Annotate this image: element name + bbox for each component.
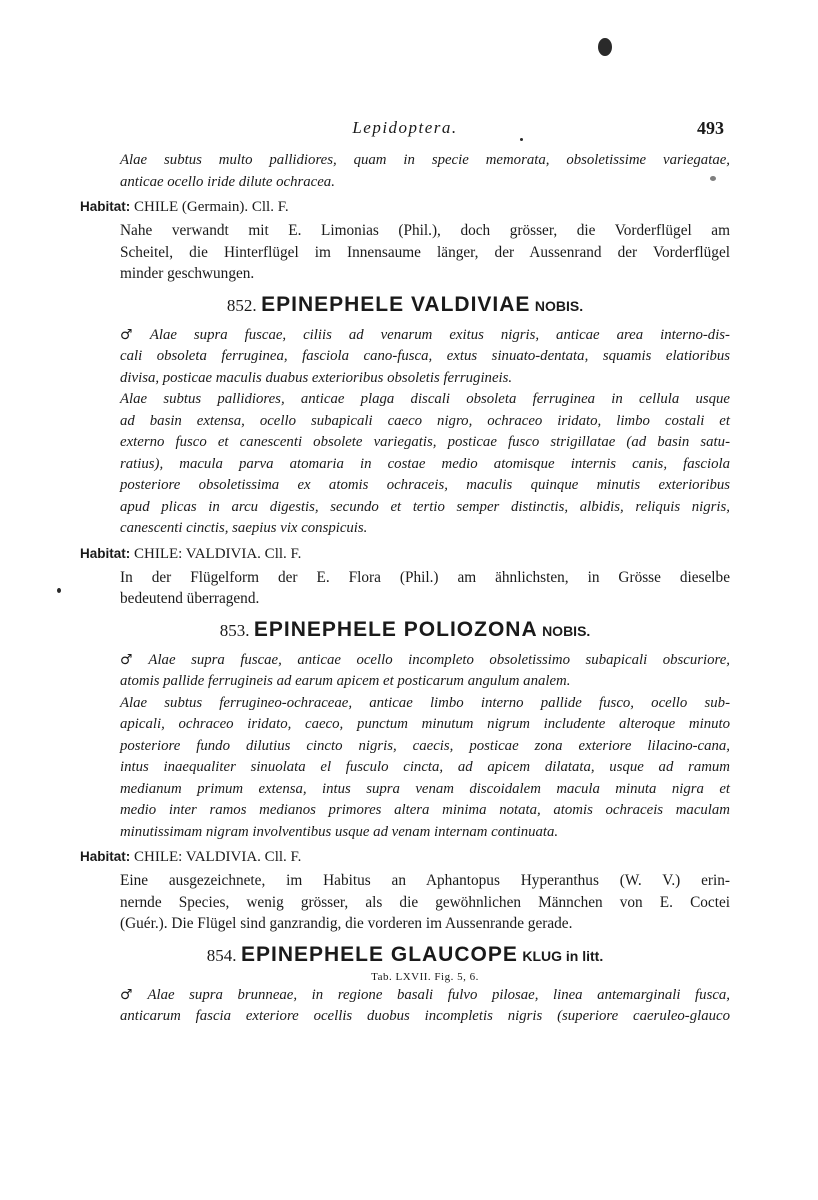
latin-description [80, 650, 730, 693]
german-note [80, 567, 730, 610]
text-line: atomis pallide ferrugineis ad earum apicem et posticarum angulum analem. [120, 673, 571, 689]
text-line: apud plicas in arcu digestis, secundo et tertio semper distinctis, albidis, reliquis nigris, [120, 498, 730, 515]
species-heading [80, 616, 730, 646]
text-line: ad basin extensa, ocello subapicali caeco nigro, ochraceo iridato, limbo costali et [120, 412, 730, 429]
page-number: 493 [697, 118, 724, 138]
ink-blot [598, 38, 612, 56]
species-number: 852. [226, 295, 257, 315]
species-number: 854. [206, 945, 237, 965]
species-author: KLUG in litt. [522, 947, 604, 964]
text-line: cali obsoleta ferruginea, fasciola cano-fusca, extus sinuato-dentata, squamis elatioribus [120, 348, 730, 364]
text-line: bedeutend überragend. [120, 590, 260, 607]
habitat-text: CHILE: VALDIVIA. Cll. F. [134, 849, 302, 865]
text-line: posteriore obsoletissima ex atomis ochraceis, maculis quinque minutis exterioribus [120, 477, 730, 493]
text-line: anticae ocello iride dilute ochracea. [120, 173, 335, 190]
plate-reference: Tab. LXVII. Fig. 5, 6. [371, 970, 479, 983]
species-heading [80, 291, 730, 321]
text-line: Alae subtus ferrugineo-ochraceae, anticae limbo interno pallide fusco, ocello sub- [120, 694, 730, 711]
text-line: Alae subtus pallidiores, anticae plaga discali obsoleta ferruginea in cellula usque [120, 391, 730, 407]
male-symbol-icon: ♂ [120, 326, 146, 343]
latin-description [80, 325, 730, 390]
text-line: Alae subtus multo pallidiores, quam in specie memorata, obsoletissime variegatae, [120, 152, 730, 168]
text-line: medio inter ramos medianos primores altera minima notata, atomis ochraceis maculam [120, 802, 730, 818]
latin-description [80, 150, 730, 193]
german-note [80, 870, 730, 935]
latin-description [80, 389, 730, 540]
text-line: medianum primum extensa, intus supra venam discoidalem macula minuta nigra et [120, 780, 730, 797]
text-line: minder geschwungen. [120, 265, 255, 282]
species-number: 853. [219, 620, 250, 640]
habitat-line [80, 846, 730, 868]
species-name: EPINEPHELE GLAUCOPE [240, 942, 518, 966]
species-name: EPINEPHELE VALDIVIAE [261, 292, 531, 316]
text-line: minutissimam nigram involventibus usque ad venam internam continuata. [120, 823, 559, 840]
habitat-text: CHILE (Germain). Cll. F. [134, 199, 289, 215]
species-author: NOBIS. [542, 622, 591, 639]
habitat-line [80, 196, 730, 218]
text-line: ♂ Alae supra fuscae, ciliis ad venarum exitus nigris, anticae area interno-dis- [120, 326, 730, 343]
running-title: Lepidoptera. [352, 118, 458, 137]
text-line: externo fusco et canescenti obsolete variegatis, posticae fusco strigillatae (ad basin satu- [120, 434, 730, 450]
text-line: apicali, ochraceo iridato, caeco, punctum minutum nigrum includente alteroque minuto [120, 716, 730, 732]
male-symbol-icon: ♂ [120, 986, 144, 1003]
latin-description [80, 693, 730, 844]
habitat-label: Habitat: [80, 199, 131, 214]
text-line: Scheitel, die Hinterflügel im Innensaume länger, der Aussenrand der Vorderflügel [120, 243, 730, 261]
species-name: EPINEPHELE POLIOZONA [253, 617, 538, 641]
text-line: nernde Species, wenig grösser, als die gewöhnlichen Männchen von E. Coctei [120, 893, 730, 911]
species-author: NOBIS. [534, 297, 584, 314]
latin-description [80, 985, 730, 1028]
text-line: ♂ Alae supra brunneae, in regione basali fulvo pilosae, linea antemarginali fusca, [120, 986, 730, 1003]
body-text [80, 150, 730, 1028]
text-line: (Guér.). Die Flügel sind ganzrandig, die vorderen im Aussenrande gerade. [120, 915, 573, 932]
running-head [80, 118, 730, 140]
text-line: ratius), macula parva atomaria in costae medio atomisque internis canis, fasciola [120, 455, 730, 472]
male-symbol-icon: ♂ [120, 651, 145, 668]
habitat-line [80, 543, 730, 565]
habitat-label: Habitat: [80, 545, 131, 561]
ink-speck [57, 588, 61, 593]
text-line: ♂ Alae supra fuscae, anticae ocello incompleto obsoletissimo subapicali obscuriore, [120, 651, 731, 668]
text-line: posteriore fundo dilutius cincto nigris, caecis, posticae zona exteriore lilacino-cana, [120, 737, 730, 754]
text-line: divisa, posticae maculis duabus exterioribus obsoletis ferrugineis. [120, 369, 513, 386]
text-line: In der Flügelform der E. Flora (Phil.) am ähnlichsten, in Grösse dieselbe [120, 568, 730, 586]
text-line: anticarum fascia exteriore ocellis duobus incompletis nigris (superiore caeruleo-glauco [120, 1008, 730, 1024]
species-heading [80, 941, 730, 971]
german-note [80, 220, 730, 285]
text-line: Eine ausgezeichnete, im Habitus an Aphantopus Hyperanthus (W. V.) erin- [120, 872, 730, 889]
text-line: intus inaequaliter sinuolata el fusculo cincta, ad apicem dilatata, usque ad ramum [120, 759, 730, 775]
habitat-label: Habitat: [80, 849, 131, 864]
text-line: canescenti cinctis, saepius vix conspicuis. [120, 520, 368, 536]
text-line: Nahe verwandt mit E. Limonias (Phil.), doch grösser, die Vorderflügel am [120, 222, 730, 239]
habitat-text: CHILE: VALDIVIA. Cll. F. [134, 545, 302, 562]
